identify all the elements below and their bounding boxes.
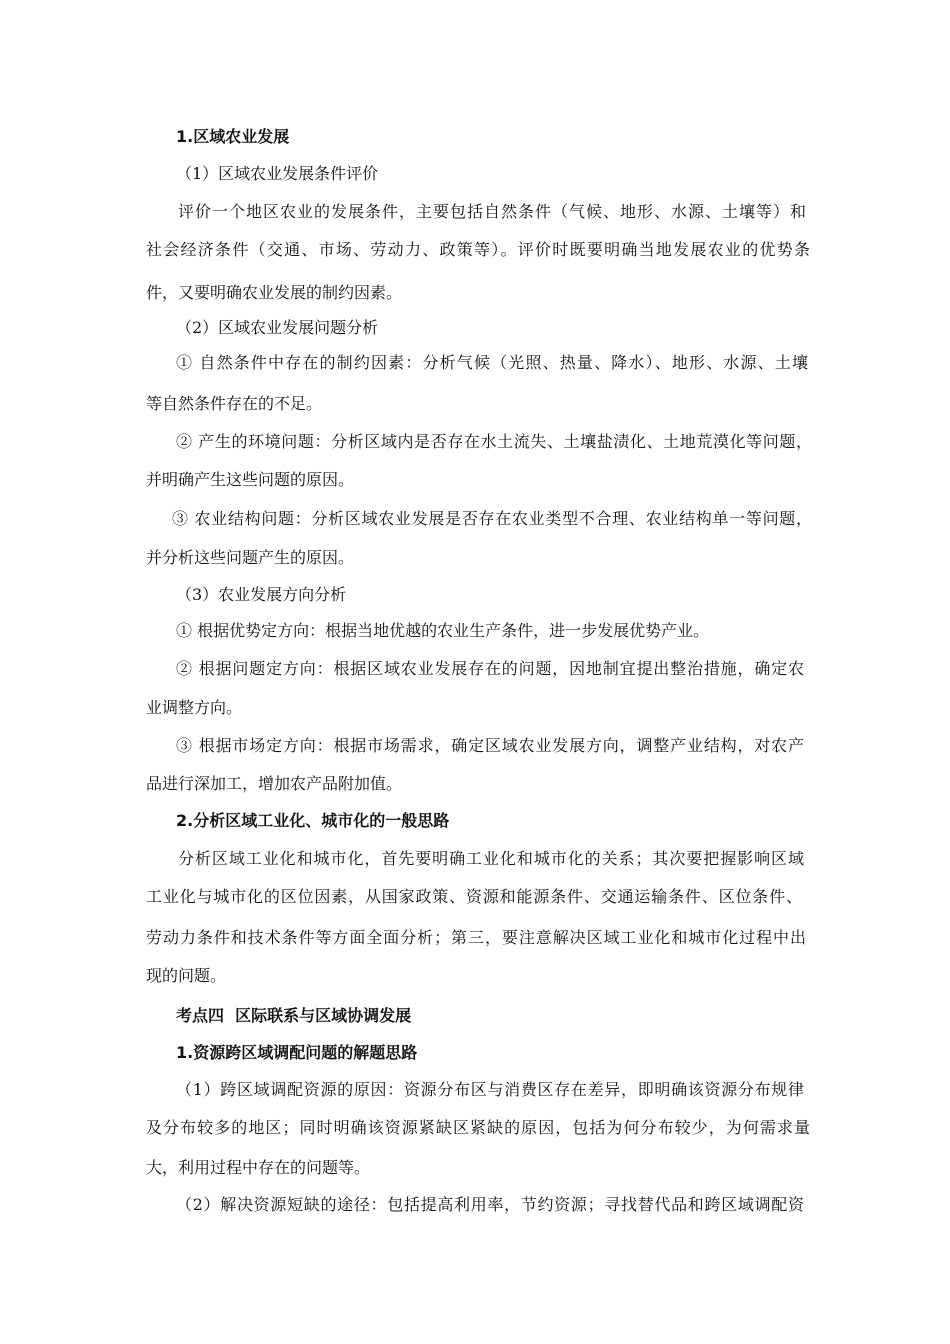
paragraph-line: ③ 根据市场定方向：根据市场需求，确定区域农业发展方向，调整产业结构，对农产 xyxy=(176,736,804,755)
subheading-conditions: （1）区域农业发展条件评价 xyxy=(176,164,379,183)
paragraph-line: 等自然条件存在的不足。 xyxy=(146,394,323,413)
paragraph-line: 大，利用过程中存在的问题等。 xyxy=(146,1158,371,1177)
section-heading-agriculture: 1.区域农业发展 xyxy=(176,127,290,146)
paragraph-line: 分析区域工业化和城市化，首先要明确工业化和城市化的关系；其次要把握影响区域 xyxy=(178,849,804,868)
paragraph-line: 工业化与城市化的区位因素，从国家政策、资源和能源条件、交通运输条件、区位条件、 xyxy=(146,887,802,906)
paragraph-line: （1）跨区域调配资源的原因：资源分布区与消费区存在差异，即明确该资源分布规律 xyxy=(176,1080,804,1099)
subheading-direction: （3）农业发展方向分析 xyxy=(176,585,347,604)
paragraph-line: 业调整方向。 xyxy=(146,698,243,717)
paragraph-line: 现的问题。 xyxy=(146,966,227,985)
section-heading-kaodian-4: 考点四 区际联系与区域协调发展 xyxy=(176,1006,412,1025)
paragraph-line: 并明确产生这些问题的原因。 xyxy=(146,470,355,489)
paragraph-line: 劳动力条件和技术条件等方面全面分析；第三，要注意解决区域工业化和城市化过程中出 xyxy=(146,928,806,947)
subheading-problems: （2）区域农业发展问题分析 xyxy=(176,318,379,337)
paragraph-line: ① 根据优势定方向：根据当地优越的农业生产条件，进一步发展优势产业。 xyxy=(176,621,710,640)
paragraph-line: 品进行深加工，增加农产品附加值。 xyxy=(146,774,403,793)
paragraph-line: ③ 农业结构问题：分析区域农业发展是否存在农业类型不合理、农业结构单一等问题， xyxy=(172,509,812,528)
paragraph-line: 评价一个地区农业的发展条件，主要包括自然条件（气候、地形、水源、土壤等）和 xyxy=(178,202,806,221)
section-heading-industrialization: 2.分析区域工业化、城市化的一般思路 xyxy=(176,811,450,830)
paragraph-line: ① 自然条件中存在的制约因素：分析气候（光照、热量、降水）、地形、水源、土壤 xyxy=(176,353,808,372)
paragraph-line: ② 产生的环境问题：分析区域内是否存在水土流失、土壤盐渍化、土地荒漠化等问题， xyxy=(176,432,812,451)
paragraph-line: 件，又要明确农业发展的制约因素。 xyxy=(146,283,403,302)
paragraph-line: 社会经济条件（交通、市场、劳动力、政策等）。评价时既要明确当地发展农业的优势条 xyxy=(146,240,810,259)
paragraph-line: （2）解决资源短缺的途径：包括提高利用率，节约资源；寻找替代品和跨区域调配资 xyxy=(176,1195,804,1214)
section-heading-resources: 1.资源跨区域调配问题的解题思路 xyxy=(176,1043,418,1062)
paragraph-line: 及分布较多的地区；同时明确该资源紧缺区紧缺的原因，包括为何分布较少，为何需求量 xyxy=(146,1118,810,1137)
paragraph-line: 并分析这些问题产生的原因。 xyxy=(146,548,355,567)
paragraph-line: ② 根据问题定方向：根据区域农业发展存在的问题，因地制宜提出整治措施，确定农 xyxy=(176,659,804,678)
